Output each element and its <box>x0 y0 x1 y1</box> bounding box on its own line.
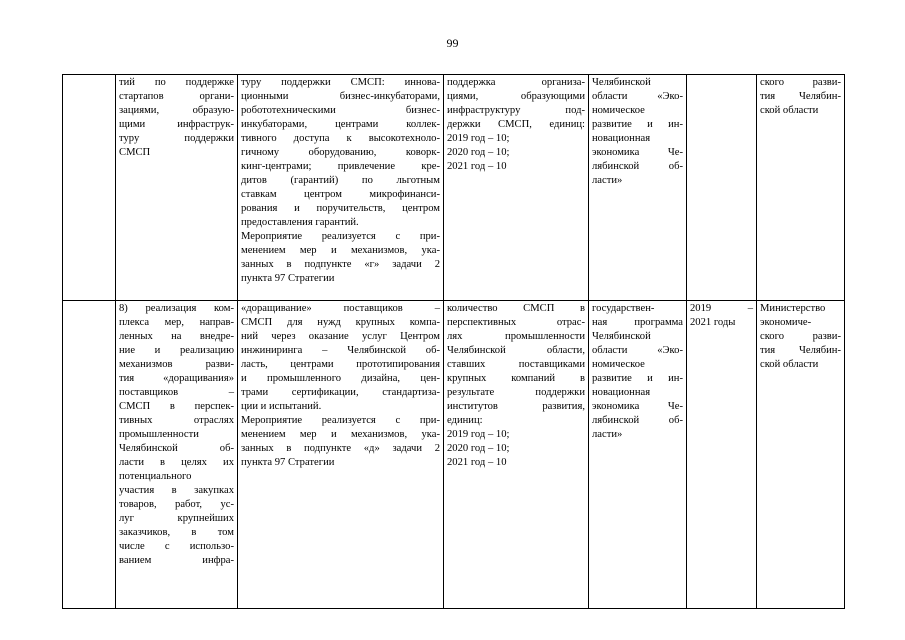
text-line: экономика Че- <box>592 147 683 158</box>
indicator-cell <box>444 301 589 609</box>
text-line: тивных отраслях <box>119 415 234 426</box>
measure-content-cell <box>238 301 444 609</box>
text-line: циями, образующими <box>447 91 585 102</box>
text-line: поставщиков – <box>119 387 234 398</box>
text-line: ставших поставщиками <box>447 359 585 370</box>
text-line: туру поддержки СМСП: иннова- <box>241 77 440 88</box>
text-line: гичному оборудованию, коворк- <box>241 147 440 158</box>
text-line: лябинской об- <box>592 161 683 172</box>
text-line: инфраструктуру под- <box>447 105 585 116</box>
text-line: 2019 год – 10; <box>447 133 510 144</box>
text-line: 2019 год – 10; <box>447 429 510 440</box>
text-line: 2021 год – 10 <box>447 457 507 468</box>
text-line: ского разви- <box>760 77 841 88</box>
text-line: СМСП для нужд крупных компа- <box>241 317 440 328</box>
text-line: ской области <box>760 359 819 370</box>
text-line: щими инфраструк- <box>119 119 234 130</box>
row-number-cell <box>63 75 116 301</box>
text-line: инжиниринга – Челябинской об- <box>241 345 440 356</box>
text-line: Челябинской области, <box>447 345 585 356</box>
measures-table <box>62 74 845 609</box>
text-line: трами сертификации, стандартиза- <box>241 387 440 398</box>
text-line: занных в подпункте «г» задачи 2 <box>241 259 440 270</box>
text-line: ставкам центром микрофинанси- <box>241 189 440 200</box>
period-cell <box>687 75 757 301</box>
text-line: менением мер и механизмов, ука- <box>241 245 440 256</box>
text-line: Мероприятие реализуется с при- <box>241 231 440 242</box>
text-line: зациями, образую- <box>119 105 234 116</box>
text-line: ние и реализацию <box>119 345 234 356</box>
text-line: ласти» <box>592 429 623 440</box>
text-line: развитие и ин- <box>592 373 683 384</box>
text-line: товаров, работ, ус- <box>119 499 234 510</box>
text-line: ласти в целях их <box>119 457 234 468</box>
text-line: ской области <box>760 105 819 116</box>
text-line: инкубаторами, центрами коллек- <box>241 119 440 130</box>
text-line: «доращивание» поставщиков – <box>241 303 440 314</box>
text-line: лябинской об- <box>592 415 683 426</box>
row-number-cell <box>63 301 116 609</box>
text-line: ленных на внедре- <box>119 331 234 342</box>
text-line: предоставления гарантий. <box>241 217 359 228</box>
text-line: экономиче- <box>760 317 812 328</box>
text-line: ласти» <box>592 175 623 186</box>
program-cell <box>589 75 687 301</box>
text-line: СМСП в перспек- <box>119 401 234 412</box>
text-line: Мероприятие реализуется с при- <box>241 415 440 426</box>
text-line: Челябинской <box>592 77 651 88</box>
text-line: участия в закупках <box>119 485 234 496</box>
text-line: новационная <box>592 133 651 144</box>
text-line: результате поддержки <box>447 387 585 398</box>
text-line: лях промышленности <box>447 331 585 342</box>
text-line: номическое <box>592 105 645 116</box>
text-line: дитов (гарантий) по льготным <box>241 175 440 186</box>
text-line: тивного доступа к высокотехноло- <box>241 133 440 144</box>
text-line: тия Челябин- <box>760 345 841 356</box>
text-line: ванием инфра- <box>119 555 234 566</box>
text-line: плекса мер, направ- <box>119 317 234 328</box>
text-line: рования и поручительств, центром <box>241 203 440 214</box>
page-number: 99 <box>446 36 459 50</box>
responsible-cell <box>757 75 845 301</box>
text-line: перспективных отрас- <box>447 317 585 328</box>
text-line: ний через оказание услуг Центром <box>241 331 440 342</box>
text-line: туру поддержки <box>119 133 234 144</box>
text-line: тия Челябин- <box>760 91 841 102</box>
text-line: экономика Че- <box>592 401 683 412</box>
text-line: Министерство <box>760 303 826 314</box>
text-line: тий по поддержке <box>119 77 234 88</box>
text-line: номическое <box>592 359 645 370</box>
measure-name-cell <box>116 75 238 301</box>
text-line: ная программа <box>592 317 683 328</box>
text-line: ласть, центрами прототипирования <box>241 359 440 370</box>
text-line: механизмов разви- <box>119 359 234 370</box>
measure-name-cell <box>116 301 238 609</box>
text-line: 2020 год – 10; <box>447 147 510 158</box>
text-line: единиц: <box>447 415 483 426</box>
text-line: ского разви- <box>760 331 841 342</box>
text-line: ции и испытаний. <box>241 401 322 412</box>
text-line: 2021 год – 10 <box>447 161 507 172</box>
text-line: менением мер и механизмов, ука- <box>241 429 440 440</box>
text-line: государствен- <box>592 303 655 314</box>
text-line: заказчиков, в том <box>119 527 234 538</box>
text-line: занных в подпункте «д» задачи 2 <box>241 443 440 454</box>
text-line: и промышленного дизайна, цен- <box>241 373 440 384</box>
text-line: 2021 годы <box>690 317 736 328</box>
text-line: развитие и ин- <box>592 119 683 130</box>
period-cell <box>687 301 757 609</box>
text-line: Челябинской об- <box>119 443 234 454</box>
text-line: тия «доращивания» <box>119 373 234 384</box>
text-line: держки СМСП, единиц: <box>447 119 585 130</box>
table-row <box>63 301 845 609</box>
text-line: количество СМСП в <box>447 303 585 314</box>
text-line: 2019 – <box>690 303 753 314</box>
text-line: институтов развития, <box>447 401 585 412</box>
text-line: СМСП <box>119 147 151 158</box>
indicator-cell <box>444 75 589 301</box>
text-line: робототехническими бизнес- <box>241 105 440 116</box>
text-line: поддержка организа- <box>447 77 585 88</box>
table-row <box>63 75 845 301</box>
text-line: 8) реализация ком- <box>119 303 234 314</box>
text-line: кинг-центрами; привлечение кре- <box>241 161 440 172</box>
text-line: числе с использо- <box>119 541 234 552</box>
text-line: новационная <box>592 387 651 398</box>
text-line: луг крупнейших <box>119 513 234 524</box>
text-line: ционными бизнес-инкубаторами, <box>241 91 440 102</box>
text-line: Челябинской <box>592 331 651 342</box>
text-line: стартапов органи- <box>119 91 234 102</box>
text-line: пункта 97 Стратегии <box>241 273 335 284</box>
text-line: промышленности <box>119 429 199 440</box>
text-line: области «Эко- <box>592 345 683 356</box>
text-line: пункта 97 Стратегии <box>241 457 335 468</box>
measure-content-cell <box>238 75 444 301</box>
text-line: крупных компаний в <box>447 373 585 384</box>
program-cell <box>589 301 687 609</box>
text-line: 2020 год – 10; <box>447 443 510 454</box>
responsible-cell <box>757 301 845 609</box>
text-line: потенциального <box>119 471 192 482</box>
text-line: области «Эко- <box>592 91 683 102</box>
